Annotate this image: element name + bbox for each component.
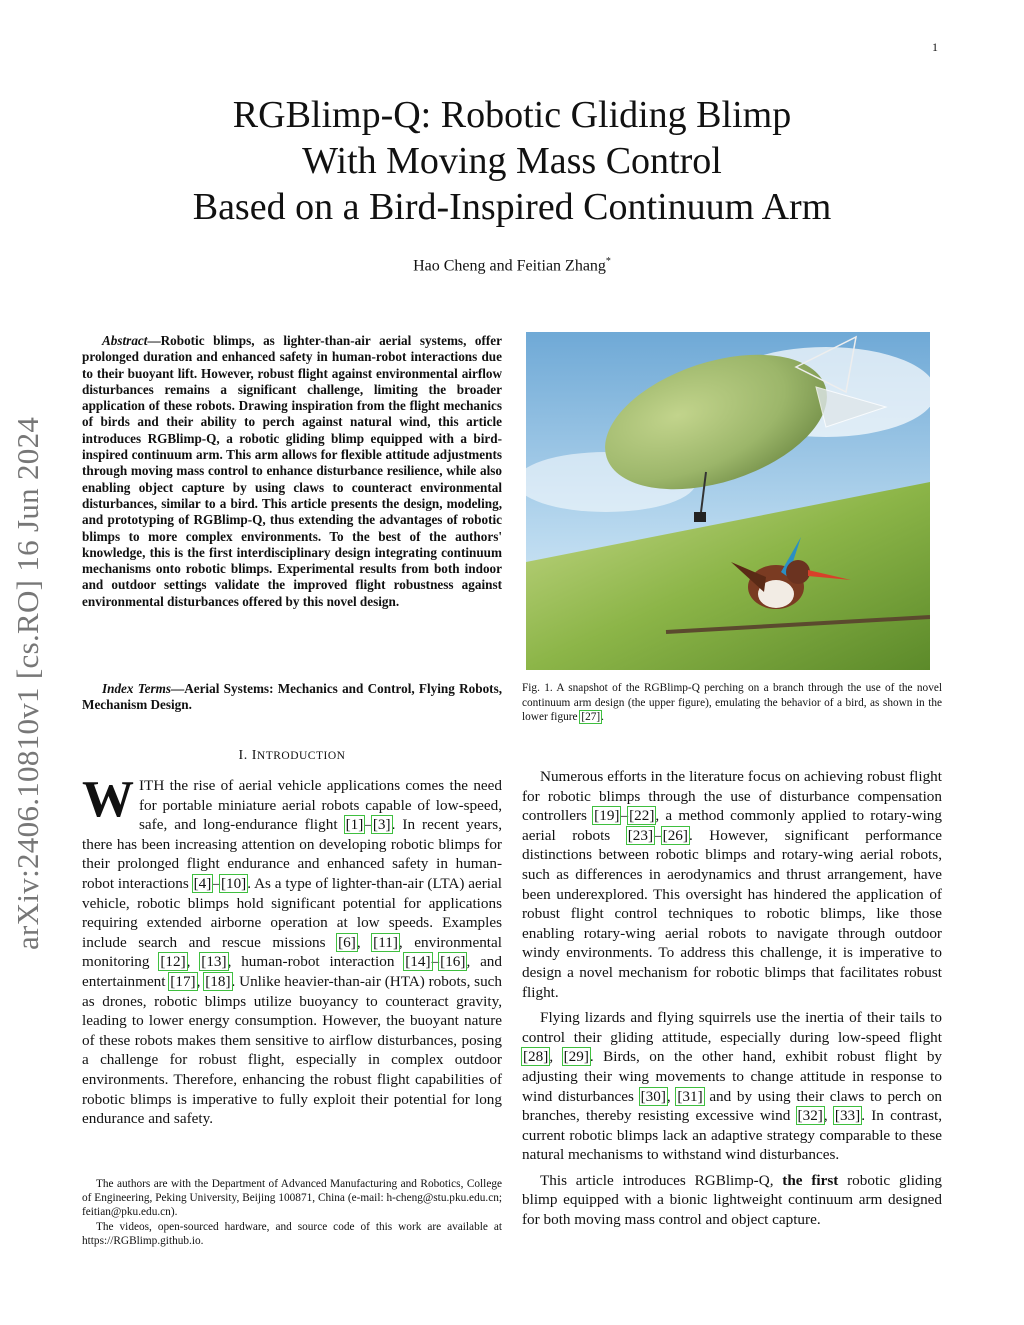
paragraph-text: – bbox=[620, 807, 629, 825]
paragraph-emphasis: the first bbox=[782, 1171, 839, 1189]
intro-text: . In recent years, there has been increasing attention on developing robotic blimps for their prolonged flight endurance and enhanced safety in human-robot interactions bbox=[82, 816, 502, 892]
intro-text: , and entertainment bbox=[82, 953, 502, 990]
footnote-availability: The videos, open-sourced hardware, and source code of this work are available at https://RGBlimp.github.io. bbox=[82, 1220, 502, 1247]
citation[interactable]: [26] bbox=[662, 826, 688, 844]
section-first-letter: I bbox=[251, 748, 257, 763]
citation[interactable]: [11] bbox=[373, 933, 398, 951]
citation[interactable]: [6] bbox=[338, 933, 356, 951]
citation[interactable]: [31] bbox=[677, 1087, 703, 1105]
intro-text: , human-robot interaction bbox=[227, 953, 405, 971]
citation[interactable]: [29] bbox=[563, 1048, 589, 1066]
paragraph-text: , a method commonly applied to rotary-wing aerial robots bbox=[522, 807, 942, 844]
paragraph-text: , bbox=[823, 1107, 834, 1125]
paragraph-text: and by using their claws to perch on branches, thereby resisting excessive wind bbox=[522, 1087, 943, 1125]
authors bbox=[0, 256, 1024, 275]
page-number: 1 bbox=[932, 40, 938, 54]
caption-text: . bbox=[601, 711, 604, 724]
intro-text: , bbox=[186, 953, 201, 971]
citation[interactable]: [3] bbox=[372, 816, 391, 834]
citation[interactable]: [1] bbox=[345, 816, 364, 834]
paragraph-text: This article introduces RGBlimp-Q, bbox=[540, 1171, 783, 1189]
paragraph-text: , bbox=[666, 1087, 677, 1105]
section-heading bbox=[82, 748, 502, 764]
footnote-affiliation: The authors are with the Department of Advanced Manufacturing and Robotics, College of Engineering, Peking University, Beijing 100871, China (e-mail: h-cheng@stu.pku.edu.cn; feitian@pku.edu.cn). bbox=[82, 1178, 502, 1219]
citation[interactable]: [27] bbox=[581, 711, 601, 724]
paragraph bbox=[522, 1171, 942, 1230]
citation[interactable]: [16] bbox=[440, 953, 466, 971]
citation[interactable]: [30] bbox=[640, 1087, 666, 1105]
paragraph-text: Flying lizards and flying squirrels use the inertia of their tails to control their gliding attitude, especially during low-speed flight bbox=[522, 1009, 942, 1046]
index-terms-text: —Aerial Systems: Mechanics and Control, Flying Robots, Mechanism Design. bbox=[82, 681, 502, 713]
intro-text: – bbox=[212, 874, 220, 892]
title-line: Based on a Bird-Inspired Continuum Arm bbox=[192, 186, 832, 228]
abstract-text: —Robotic blimps, as lighter-than-air aerial systems, offer prolonged duration and enhanced safety in human-robot interactions due to their buoyant lift. However, robust flight against environmental airflow disturbances remains a significant challenge, limiting the broader application of these robots. Drawing inspiration from the flight mechanics of birds and their ability to perch against natural wind, this article introduces RGBlimp-Q, a robotic gliding blimp equipped with a bird-inspired continuum arm. This arm allows for flexible attitude adjustments through moving mass control to enhance disturbance resilience, while also enabling object capture by using claws to counteract environmental disturbances, similar to a bird. This article presents the design, modeling, and prototyping of RGBlimp-Q, thus extending the advantages of robotic blimps to more complex environments. To the best of the authors' knowledge, this is the first interdisciplinary design integrating continuum mechanisms onto robotic blimps. Experimental results from both indoor and outdoor settings validate the improved flight robustness against environmental disturbances offered by this novel design. bbox=[82, 333, 502, 609]
section-number: I. bbox=[238, 748, 252, 763]
abstract bbox=[82, 333, 502, 610]
title-line: With Moving Mass Control bbox=[302, 140, 722, 182]
paragraph-text: . In contrast, current robotic blimps lack an adaptive strategy comparable to these natural mechanisms to withstand wind disturbances. bbox=[522, 1107, 943, 1164]
figure-caption bbox=[522, 681, 942, 725]
citation[interactable]: [13] bbox=[201, 953, 227, 971]
figure-image bbox=[526, 332, 930, 670]
intro-text: – bbox=[431, 953, 440, 971]
citation[interactable]: [12] bbox=[160, 953, 186, 971]
citation[interactable]: [32] bbox=[797, 1107, 823, 1125]
intro-text: ITH the rise of aerial vehicle applications comes the need for portable miniature aerial robots capable of low-speed, safe, and long-endurance flight bbox=[139, 777, 502, 834]
citation[interactable]: [19] bbox=[594, 807, 620, 825]
citation[interactable]: [23] bbox=[627, 826, 654, 844]
arxiv-stamp: arXiv:2406.10810v1 [cs.RO] 16 Jun 2024 bbox=[10, 416, 45, 950]
paragraph-text: . However, significant performance distinctions between robotic blimps and rotary-wing aerial robots, such as differences in aerodynamics and thrust arrangement, have been underexplored. This oversight has hindered the application of robust flight control techniques to robotic blimps, like those enabling rotary-wing aerial robots to navigate through outdoor windy environments. To address this challenge, it is imperative to design a novel mechanism for robotic blimps that facilitates robust flight. bbox=[522, 826, 942, 1001]
paragraph-text: – bbox=[654, 826, 662, 844]
abstract-label: Abstract bbox=[102, 333, 148, 348]
paragraph-text: robotic gliding blimp equipped with a bionic lightweight continuum arm designed for both moving mass control and object capture. bbox=[522, 1171, 942, 1229]
intro-text: . Unlike heavier-than-air (HTA) robots, such as drones, robotic blimps utilize buoyancy to counteract gravity, leading to lower energy consumption. However, the buoyant nature of these robots makes them sensitive to airflow disturbances, posing a challenge for robust flight, especially in complex outdoor environments. Therefore, enhancing the robust flight capabilities of robotic blimps is imperative to fully exploit their potential for long endurance and safety. bbox=[82, 972, 503, 1128]
paragraph-text: . Birds, on the other hand, exhibit robust flight by adjusting their wing movements to change attitude in response to wind disturbances bbox=[522, 1048, 943, 1105]
footnotes bbox=[82, 1177, 502, 1248]
author-names: Hao Cheng and Feitian Zhang bbox=[413, 257, 606, 275]
citation[interactable]: [28] bbox=[523, 1048, 549, 1066]
citation[interactable]: [14] bbox=[405, 953, 431, 971]
paper-title bbox=[100, 92, 924, 230]
index-terms-label: Index Terms bbox=[102, 681, 172, 696]
intro-paragraph bbox=[82, 771, 503, 1129]
intro-text: – bbox=[364, 816, 372, 834]
citation[interactable]: [10] bbox=[220, 874, 247, 892]
right-column-text bbox=[522, 767, 942, 1236]
title-line: RGBlimp-Q: Robotic Gliding Blimp bbox=[232, 94, 792, 136]
caption-text: Fig. 1. A snapshot of the RGBlimp-Q perching on a branch through the use of the novel continuum arm design (the upper figure), emulating the behavior of a bird, as shown in the lower figure bbox=[522, 682, 942, 724]
drop-cap: W bbox=[82, 771, 134, 828]
intro-text: . As a type of lighter-than-air (LTA) aerial vehicle, robotic blimps hold significant potential for applications requiring extended airborne operation at low speeds. Examples include search and rescue missions bbox=[82, 874, 502, 951]
citation[interactable]: [4] bbox=[193, 874, 212, 892]
paragraph bbox=[522, 1008, 942, 1165]
paragraph-text: , bbox=[549, 1048, 563, 1066]
figure-1 bbox=[526, 332, 930, 670]
citation[interactable]: [33] bbox=[834, 1107, 861, 1125]
citation[interactable]: [22] bbox=[629, 807, 655, 825]
intro-text: , bbox=[356, 933, 373, 951]
intro-text: , environmental monitoring bbox=[82, 933, 502, 971]
citation[interactable]: [18] bbox=[205, 972, 231, 990]
intro-text: , bbox=[196, 972, 205, 990]
author-mark: * bbox=[605, 256, 611, 267]
section-title-rest: NTRODUCTION bbox=[256, 750, 346, 762]
index-terms bbox=[82, 681, 502, 714]
citation[interactable]: [17] bbox=[170, 972, 196, 990]
paragraph bbox=[522, 767, 942, 1002]
paragraph-text: Numerous efforts in the literature focus on achieving robust flight for robotic blimps through the use of disturbance compensation controllers bbox=[522, 768, 942, 825]
